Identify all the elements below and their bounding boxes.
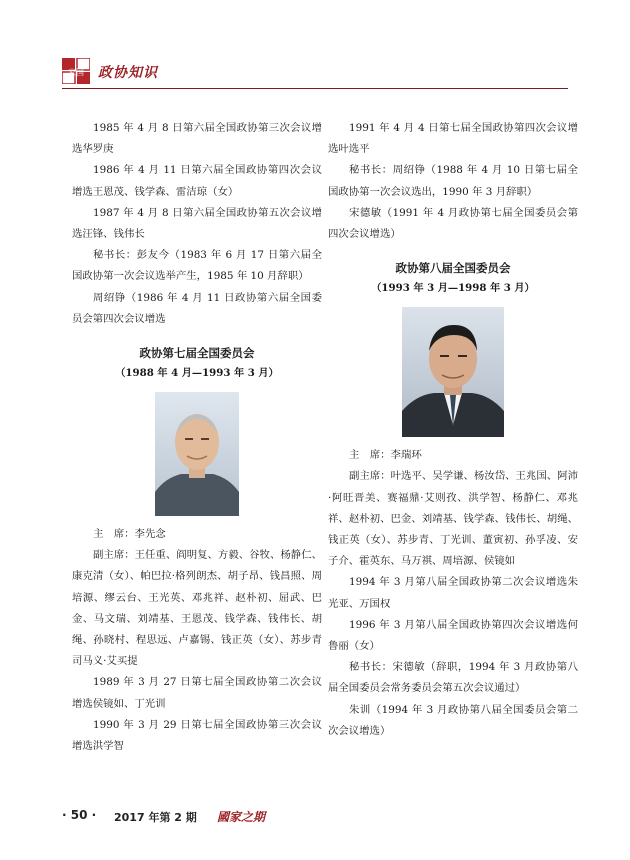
header-divider [62, 88, 568, 89]
chairman-line: 主 席：李先念 [93, 528, 166, 541]
paragraph: 1989 年 3 月 27 日第七届全国政协第二次会议增选侯镜如、丁光训 [72, 676, 322, 710]
right-column [328, 118, 578, 742]
paragraph: 1990 年 3 月 29 日第七届全国政协第三次会议增选洪学智 [72, 718, 322, 753]
paragraph: 周绍铮（1986 年 4 月 11 日政协第六届全国委员会第四次会议增选 [72, 291, 322, 325]
section-period-8th: （1993 年 3 月—1998 年 3 月） [371, 282, 535, 295]
svg-text:家国: 家国 [68, 68, 84, 77]
page-footer [62, 808, 568, 828]
paragraph: 1987 年 4 月 8 日第六届全国政协第五次会议增选汪锋、钱伟长 [72, 206, 322, 241]
paragraph: 1985 年 4 月 8 日第六届全国政协第三次会议增选华罗庚 [72, 122, 322, 156]
page-header [62, 52, 568, 88]
paragraph: 秘书长：宋德敏（辞职，1994 年 3 月政协第八届全国委员会常务委员会第五次会议通过） [328, 661, 578, 695]
chairman-line: 主 席：李瑞环 [349, 449, 422, 462]
portrait-photo-li-ruihuan [402, 307, 504, 437]
paragraph: 秘书长：周绍铮（1988 年 4 月 10 日第七届全国政协第一次会议选出，1990 年 3 月辞职） [328, 164, 578, 198]
paragraph: 1991 年 4 月 4 日第七届全国政协第四次会议增选叶选平 [328, 122, 578, 156]
section-period-7th: （1988 年 4 月—1993 年 3 月） [115, 367, 279, 380]
section-title-7th: 政协第七届全国委员会 [139, 346, 255, 361]
vice-chairmen-line: 副主席：叶选平、吴学谦、杨汝岱、王兆国、阿沛·阿旺晋美、赛福鼎·艾则孜、洪学智、杨静仁、邓兆祥、赵朴初、巴金、刘靖基、钱学森、钱伟长、胡绳、钱正英（女）、苏步青、丁光训、董寅初、孙孚凌、安子介、霍英东、马万祺、周培源、侯镜如 [328, 470, 578, 568]
paragraph: 1986 年 4 月 11 日第六届全国政协第四次会议增选王恩茂、钱学森、雷洁琼（女） [72, 164, 322, 198]
vice-chairmen-line: 副主席：王任重、阎明复、方毅、谷牧、杨静仁、康克清（女）、帕巴拉·格列朗杰、胡子昂、钱昌照、周培源、缪云台、王光英、邓兆祥、赵朴初、屈武、巴金、马文瑞、刘靖基、王恩茂、钱学森、钱伟长、胡绳、孙晓村、程思远、卢嘉锡、钱正英（女）、苏步青 司马义·艾买提 [72, 549, 322, 668]
paragraph: 1994 年 3 月第八届全国政协第二次会议增选朱光亚、万国权 [328, 576, 578, 610]
left-column [72, 118, 322, 757]
section-title-8th: 政协第八届全国委员会 [395, 261, 511, 276]
paragraph: 秘书长：彭友今（1983 年 6 月 17 日第六届全国政协第一次会议选举产生，1985 年 10 月辞职） [72, 249, 322, 283]
footer-brand: 國家之期 [217, 810, 266, 824]
portrait-photo-li-xiannian [155, 392, 239, 516]
issue-label: 2017 年第 2 期 [114, 811, 197, 824]
magazine-logo-icon [62, 58, 90, 84]
paragraph: 1996 年 3 月第八届全国政协第四次会议增选何鲁丽（女） [328, 618, 578, 653]
header-title: 政协知识 [98, 65, 158, 81]
page-number: · 50 · [62, 808, 97, 822]
paragraph: 宋德敏（1991 年 4 月政协第七届全国委员会第四次会议增选） [328, 206, 578, 241]
paragraph: 朱训（1994 年 3 月政协第八届全国委员会第二次会议增选） [328, 703, 578, 737]
